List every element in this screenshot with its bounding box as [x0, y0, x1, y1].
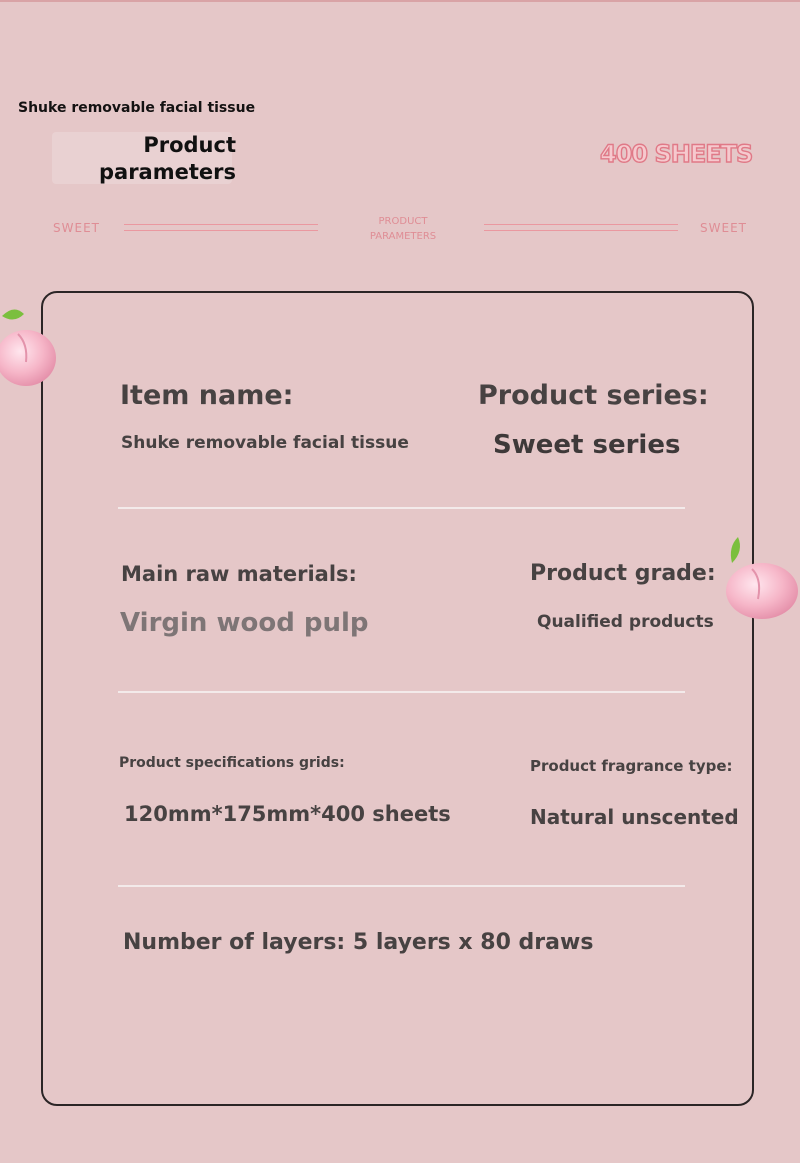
fragrance-value: Natural unscented — [530, 805, 739, 829]
item-name-label: Item name: — [120, 380, 294, 411]
peach-icon — [718, 535, 800, 619]
peach-icon — [0, 302, 72, 386]
layers-text: Number of layers: 5 layers x 80 draws — [123, 930, 594, 955]
spec-value: 120mm*175mm*400 sheets — [124, 802, 451, 826]
deco-double-line-right — [484, 224, 678, 231]
brand-name: Shuke removable facial tissue — [18, 100, 256, 116]
page-title — [96, 132, 236, 186]
divider-2 — [118, 691, 685, 693]
materials-label: Main raw materials: — [121, 562, 357, 586]
deco-double-line-left — [124, 224, 318, 231]
series-value: Sweet series — [493, 430, 681, 460]
deco-label-left: SWEET — [53, 221, 100, 235]
sheets-badge: 400 SHEETS — [600, 140, 753, 168]
parameters-card — [41, 291, 754, 1106]
divider-1 — [118, 507, 685, 509]
divider-3 — [118, 885, 685, 887]
grade-value: Qualified products — [537, 612, 714, 632]
deco-center-line-1: PRODUCT — [378, 216, 428, 227]
deco-center-line-2: PARAMETERS — [369, 231, 437, 242]
deco-label-center — [360, 214, 446, 244]
top-border — [0, 0, 800, 2]
deco-label-right: SWEET — [700, 221, 747, 235]
page-title-line-1: Product — [143, 133, 236, 157]
materials-value: Virgin wood pulp — [120, 608, 369, 638]
page-title-line-2: parameters — [99, 160, 236, 184]
fragrance-label: Product fragrance type: — [530, 757, 733, 775]
grade-label: Product grade: — [530, 561, 716, 586]
spec-label: Product specifications grids: — [119, 755, 345, 771]
item-name-value: Shuke removable facial tissue — [121, 433, 409, 453]
series-label: Product series: — [478, 380, 709, 411]
